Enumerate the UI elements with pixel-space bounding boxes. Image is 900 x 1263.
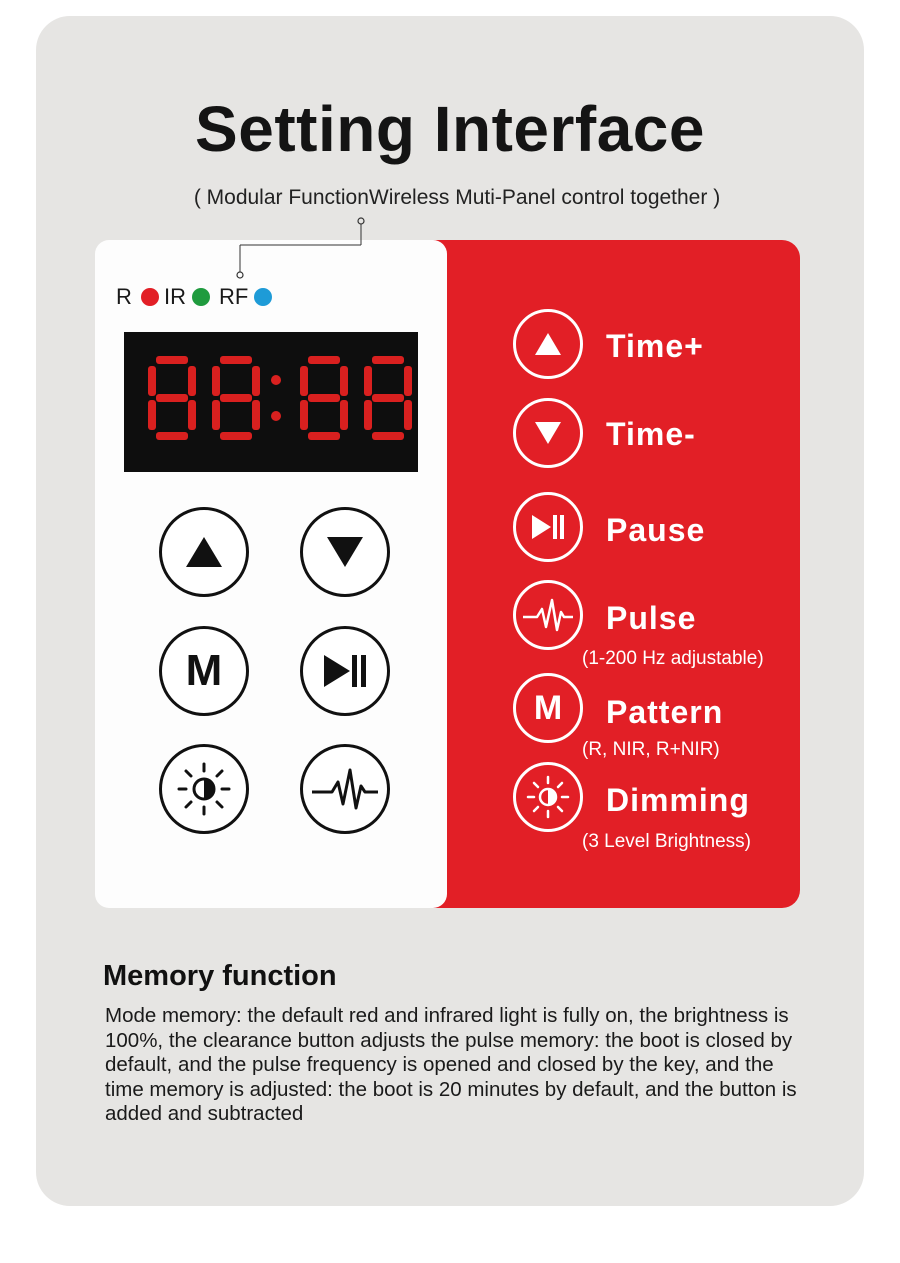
- pulse-wave-icon: [521, 595, 575, 635]
- segment-c: [404, 400, 412, 430]
- sun-icon: [176, 761, 232, 817]
- leader-line: [230, 212, 370, 282]
- segment-digits: [124, 332, 418, 472]
- segment-a: [156, 356, 188, 364]
- memory-title: Memory function: [103, 960, 337, 992]
- memory-description: Mode memory: the default red and infrared light is fully on, the brightness is 100%, the clearance button adjusts the pulse memory: the boot is closed by default, and the pulse frequency is opened and closed by the key, and the time memory is adjusted: the boot is 20 minutes by default, and the button is added and subtracted: [105, 1004, 797, 1125]
- colon-dot: [271, 411, 281, 421]
- time-plus-label: Time+: [606, 328, 704, 364]
- dimming-sublabel: (3 Level Brightness): [582, 831, 751, 852]
- time-minus-label: Time-: [606, 416, 696, 452]
- segment-a: [372, 356, 404, 364]
- m-letter-icon: M: [533, 688, 563, 727]
- segment-d: [308, 432, 340, 440]
- segment-display: [124, 332, 418, 472]
- pattern-icon-circle: [513, 673, 583, 743]
- triangle-down-icon: [533, 420, 563, 446]
- segment-b: [340, 366, 348, 396]
- segment-c: [252, 400, 260, 430]
- page-subtitle: ( Modular FunctionWireless Muti-Panel control together ): [193, 186, 721, 209]
- colon-dot: [271, 375, 281, 385]
- segment-c: [188, 400, 196, 430]
- triangle-up-icon: [184, 534, 224, 570]
- segment-b: [252, 366, 260, 396]
- segment-g: [308, 394, 340, 402]
- sun-icon: [525, 774, 571, 820]
- triangle-up-icon: [533, 331, 563, 357]
- pause-label: Pause: [606, 512, 706, 548]
- page-title: Setting Interface: [195, 93, 705, 165]
- play-pause-icon: [322, 653, 368, 689]
- ir-indicator-dot: [192, 288, 210, 306]
- play-pause-icon: [530, 513, 566, 541]
- time-plus-icon-circle: [513, 309, 583, 379]
- remote-play-pause-button[interactable]: [300, 626, 390, 716]
- segment-c: [340, 400, 348, 430]
- pulse-label: Pulse: [606, 600, 697, 636]
- red-indicator-dot: [141, 288, 159, 306]
- segment-b: [404, 366, 412, 396]
- indicator-label-rf: RF: [219, 284, 249, 309]
- segment-d: [372, 432, 404, 440]
- time-minus-icon-circle: [513, 398, 583, 468]
- segment-g: [220, 394, 252, 402]
- segment-e: [300, 400, 308, 430]
- segment-b: [188, 366, 196, 396]
- rf-indicator-dot: [254, 288, 272, 306]
- segment-g: [372, 394, 404, 402]
- pulse-sublabel: (1-200 Hz adjustable): [582, 648, 764, 669]
- pattern-label: Pattern: [606, 694, 724, 730]
- segment-d: [156, 432, 188, 440]
- indicator-label-ir: IR: [164, 284, 186, 309]
- dimming-icon-circle: [513, 762, 583, 832]
- segment-e: [364, 400, 372, 430]
- segment-e: [212, 400, 220, 430]
- segment-a: [220, 356, 252, 364]
- remote-mode-button[interactable]: [159, 626, 249, 716]
- remote-down-button[interactable]: [300, 507, 390, 597]
- indicator-label-r: R: [116, 284, 132, 309]
- remote-up-button[interactable]: [159, 507, 249, 597]
- pulse-icon-circle: [513, 580, 583, 650]
- pulse-wave-icon: [310, 764, 380, 814]
- segment-e: [148, 400, 156, 430]
- segment-a: [308, 356, 340, 364]
- segment-g: [156, 394, 188, 402]
- remote-pulse-button[interactable]: [300, 744, 390, 834]
- segment-d: [220, 432, 252, 440]
- dimming-label: Dimming: [606, 782, 750, 818]
- m-letter-icon: M: [185, 646, 223, 695]
- remote-dimming-button[interactable]: [159, 744, 249, 834]
- segment-f: [212, 366, 220, 396]
- segment-f: [300, 366, 308, 396]
- triangle-down-icon: [325, 534, 365, 570]
- pause-icon-circle: [513, 492, 583, 562]
- segment-f: [148, 366, 156, 396]
- segment-f: [364, 366, 372, 396]
- pattern-sublabel: (R, NIR, R+NIR): [582, 739, 720, 760]
